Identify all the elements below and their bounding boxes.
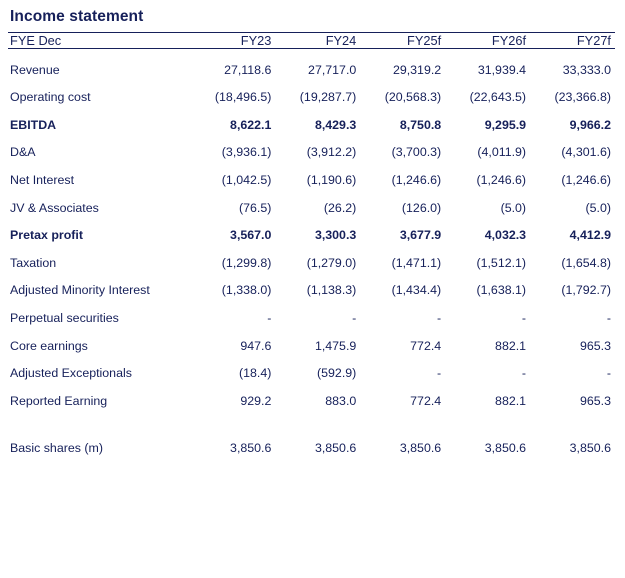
row-value: 9,295.9: [484, 117, 527, 132]
row-label: EBITDA: [10, 117, 57, 132]
column-header-fye: FYE Dec: [10, 33, 62, 48]
row-value: 1,475.9: [314, 338, 357, 353]
row-value: 9,966.2: [569, 117, 611, 132]
row-value: (5.0): [585, 200, 611, 215]
row-value: (1,471.1): [391, 255, 442, 270]
row-value: (1,246.6): [476, 172, 527, 187]
row-value: 3,850.6: [484, 441, 527, 456]
row-label: Basic shares (m): [10, 441, 103, 456]
column-header-fy26f: FY26f: [491, 33, 527, 48]
page-title: Income statement: [10, 8, 144, 25]
table-row: [8, 380, 615, 408]
row-value: -: [521, 310, 527, 325]
table-row: [8, 215, 615, 243]
row-value: -: [352, 310, 357, 325]
table-row: [8, 270, 615, 298]
row-value: (1,638.1): [476, 283, 527, 298]
row-value: (23,366.8): [554, 90, 611, 105]
row-value: 3,300.3: [314, 228, 357, 243]
row-value: (19,287.7): [299, 90, 357, 105]
row-value: -: [437, 310, 442, 325]
row-value: -: [437, 366, 442, 381]
row-value: (1,434.4): [391, 283, 442, 298]
row-value: 4,412.9: [569, 228, 611, 243]
row-value: 8,622.1: [230, 117, 272, 132]
table-row: [8, 353, 615, 381]
table-row: [8, 297, 615, 325]
row-value: (5.0): [500, 200, 527, 215]
row-label: Adjusted Exceptionals: [10, 366, 132, 381]
column-header-fy23: FY23: [240, 33, 272, 48]
row-value: 8,750.8: [399, 117, 442, 132]
row-value: (1,792.7): [561, 283, 611, 298]
row-value: (1,138.3): [306, 283, 357, 298]
row-label: Pretax profit: [10, 228, 83, 243]
row-value: (1,042.5): [221, 172, 272, 187]
row-value: (4,011.9): [477, 145, 527, 160]
row-value: 3,850.6: [314, 441, 357, 456]
table-row: [8, 49, 615, 77]
row-label: Operating cost: [10, 90, 91, 105]
row-value: 883.0: [325, 393, 357, 408]
row-value: (3,700.3): [391, 145, 442, 160]
row-label: Core earnings: [10, 338, 88, 353]
row-value: (1,299.8): [221, 255, 272, 270]
row-value: (4,301.6): [561, 145, 611, 160]
row-value: (3,936.1): [221, 145, 272, 160]
row-value: -: [521, 366, 527, 381]
row-label: Revenue: [10, 62, 60, 77]
income-statement-table: [8, 32, 615, 455]
row-label: Taxation: [10, 255, 57, 270]
row-value: -: [606, 366, 611, 381]
row-value: 3,850.6: [569, 441, 611, 456]
row-label: Reported Earning: [10, 393, 108, 408]
row-label: Net Interest: [10, 172, 75, 187]
row-value: (1,654.8): [561, 255, 611, 270]
row-value: 8,429.3: [314, 117, 357, 132]
row-value: 4,032.3: [484, 228, 527, 243]
table-spacer-row: [8, 408, 615, 428]
row-label: Perpetual securities: [10, 310, 119, 325]
row-value: (18.4): [239, 366, 272, 381]
row-label: Adjusted Minority Interest: [10, 283, 150, 298]
column-header-fy27f: FY27f: [576, 33, 611, 48]
row-value: 965.3: [579, 393, 611, 408]
row-value: (1,338.0): [221, 283, 272, 298]
row-value: 929.2: [240, 393, 272, 408]
row-value: (592.9): [317, 366, 357, 381]
column-header-fy24: FY24: [325, 33, 357, 48]
row-value: 27,717.0: [308, 62, 357, 77]
column-header-fy25f: FY25f: [407, 33, 442, 48]
row-value: 882.1: [495, 338, 527, 353]
table-header: [8, 33, 615, 49]
spacer-cell: [8, 408, 615, 428]
row-value: (3,912.2): [306, 145, 357, 160]
column-header-row: [8, 33, 615, 48]
row-value: (1,246.6): [561, 172, 611, 187]
row-value: 29,319.2: [392, 62, 442, 77]
row-label: D&A: [10, 145, 36, 160]
table-row: [8, 325, 615, 353]
table-row: [8, 77, 615, 105]
row-value: (1,512.1): [476, 255, 527, 270]
row-label: JV & Associates: [10, 200, 99, 215]
table-body: [8, 49, 615, 456]
row-value: (1,279.0): [306, 255, 357, 270]
table-row: [8, 159, 615, 187]
row-value: (20,568.3): [384, 90, 442, 105]
row-value: (76.5): [239, 200, 272, 215]
row-value: 3,850.6: [399, 441, 442, 456]
row-value: 772.4: [410, 338, 442, 353]
row-value: 772.4: [410, 393, 442, 408]
table-row: [8, 104, 615, 132]
row-value: (18,496.5): [214, 90, 272, 105]
row-value: 3,850.6: [230, 441, 272, 456]
row-value: 882.1: [495, 393, 527, 408]
row-value: 27,118.6: [224, 62, 272, 77]
table-row: [8, 428, 615, 456]
row-value: -: [267, 310, 272, 325]
row-value: (126.0): [401, 200, 442, 215]
table-row: [8, 132, 615, 160]
table-row: [8, 242, 615, 270]
row-value: 947.6: [240, 338, 272, 353]
table-row: [8, 187, 615, 215]
row-value: (22,643.5): [469, 90, 527, 105]
row-value: -: [606, 310, 611, 325]
row-value: 31,939.4: [477, 62, 527, 77]
row-value: 3,677.9: [399, 228, 442, 243]
row-value: 33,333.0: [562, 62, 611, 77]
row-value: (26.2): [323, 200, 357, 215]
row-value: (1,246.6): [391, 172, 442, 187]
row-value: 3,567.0: [230, 228, 272, 243]
row-value: (1,190.6): [306, 172, 357, 187]
row-value: 965.3: [579, 338, 611, 353]
